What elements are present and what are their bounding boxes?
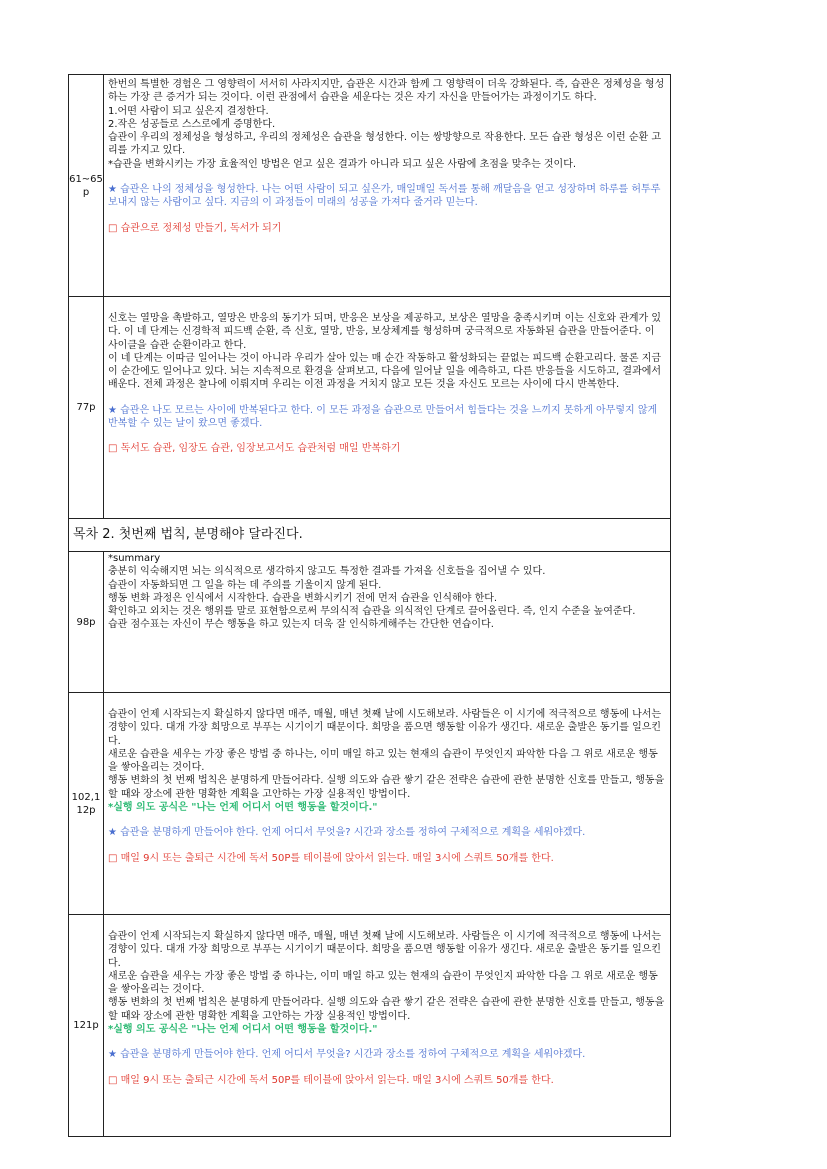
page-ref-cell: 102,112p (69, 693, 104, 915)
page-ref-cell: 77p (69, 297, 104, 519)
reflection-note: ★ 습관을 분명하게 만들어야 한다. 언제 어디서 무엇을? 시간과 장소를 정하여 구체적으로 계획을 세워야겠다. (108, 1049, 586, 1061)
text-line: 습관이 자동화되면 그 일을 하는 데 주의를 기울이지 않게 된다. (108, 579, 382, 591)
text-line: 한번의 특별한 경험은 그 영향력이 서서히 사라지지만, 습관은 시간과 함께 그 영향력이 더욱 강화된다. 즉, 습관은 정체성을 형성하는 가장 큰 증거가 되는 것이다. 이런 관점에서 습관을 세운다는 것은 자기 자신을 만들어가는 과정이기도 하다. (108, 79, 665, 104)
text-line: 행동 변화 과정은 인식에서 시작한다. 습관을 변화시키기 전에 먼저 습관을 인식해야 한다. (108, 592, 498, 604)
section-row (69, 519, 671, 552)
text-line: 행동 변화의 첫 번째 법칙은 분명하게 만들어라다. 실행 의도와 습관 쌓기 같은 전략은 습관에 관한 분명한 신호를 만들고, 행동을 할 때와 장소에 관한 명확한 계획을 고안하는 가장 실용적인 방법이다. (108, 775, 665, 800)
page-ref-cell: 61~65p (69, 75, 104, 297)
text-line: 1.어떤 사람이 되고 싶은지 결정한다. (108, 105, 269, 117)
reflection-note: ★ 습관은 나의 정체성을 형성한다. 나는 어떤 사람이 되고 싶은가, 매일매일 독서를 통해 깨달음을 얻고 성장하며 하루를 허투루 보내지 않는 사람이고 싶다. 지금의 이 과정들이 미래의 성공을 가져다 줄거라 믿는다. (108, 184, 661, 209)
content-cell (104, 297, 671, 519)
text-line: 습관 점수표는 자신이 무슨 행동을 하고 있는지 더욱 잘 인식하게해주는 간단한 연습이다. (108, 619, 494, 631)
table-row (69, 552, 671, 693)
reflection-note: ★ 습관은 나도 모르는 사이에 반복된다고 한다. 이 모든 과정을 습관으로 만들어서 힘들다는 것을 느끼지 못하게 아무렇지 않게 반복할 수 있는 날이 왔으면 좋겠다. (108, 404, 658, 430)
text-line: *습관을 변화시키는 가장 효율적인 방법은 얻고 싶은 결과가 아니라 되고 싶은 사람에 초점을 맞추는 것이다. (108, 158, 577, 170)
page-ref-cell: 121p (69, 915, 104, 1137)
content-cell (104, 693, 671, 915)
table-row (69, 297, 671, 519)
section-heading: 목차 2. 첫번째 법칙, 분명해야 달라진다. (69, 519, 671, 552)
text-line: 습관이 언제 시작되는지 확실하지 않다면 매주, 매월, 매년 첫째 날에 시도해보라. 사람들은 이 시기에 적극적으로 행동에 나서는 경향이 있다. 대개 가장 희망으로 부푸는 시기이기 때문이다. 희망을 품으면 행동할 이유가 생긴다. 새로운 출발은 동기를 일으킨다. (108, 709, 662, 747)
text-line: 확인하고 외치는 것은 행위를 말로 표현함으로써 무의식적 습관을 의식적인 단계로 끌어올린다. 즉, 인지 수준을 높여준다. (108, 606, 636, 618)
table-row (69, 693, 671, 915)
text-line: 신호는 열망을 촉발하고, 열망은 반응의 동기가 되며, 반응은 보상을 제공하고, 보상은 열망을 충족시키며 이는 신호와 관계가 있다. 이 네 단계는 신경학적 피드백 순환, 즉 신호, 열망, 반응, 보상체계를 형성하며 궁극적으로 자동화된 습관을 만들어준다. 이 사이클을 습관 순환이라고 한다. (108, 313, 662, 351)
text-line: 새로운 습관을 세우는 가장 좋은 방법 중 하나는, 이미 매일 하고 있는 현재의 습관이 무엇인지 파악한 다음 그 위로 새로운 행동을 쌓아올리는 것이다. (108, 970, 658, 996)
reflection-note: ★ 습관을 분명하게 만들어야 한다. 언제 어디서 무엇을? 시간과 장소를 정하여 구체적으로 계획을 세워야겠다. (108, 827, 586, 839)
notes-table (68, 74, 671, 1137)
formula-line: *실행 의도 공식은 "나는 언제 어디서 어떤 행동을 할것이다." (108, 1024, 378, 1036)
text-line: 충분히 익숙해지면 뇌는 의식적으로 생각하지 않고도 특정한 결과를 가져올 신호들을 집어낼 수 있다. (108, 566, 546, 578)
action-item: □ 습관으로 정체성 만들기, 독서가 되기 (108, 222, 282, 234)
page-ref-cell: 98p (69, 552, 104, 693)
text-line: 행동 변화의 첫 번째 법칙은 분명하게 만들어라다. 실행 의도와 습관 쌓기 같은 전략은 습관에 관한 분명한 신호를 만들고, 행동을 할 때와 장소에 관한 명확한 계획을 고안하는 가장 실용적인 방법이다. (108, 997, 665, 1022)
text-line: 습관이 우리의 정체성을 형성하고, 우리의 정체성은 습관을 형성한다. 이는 쌍방향으로 작용한다. 모든 습관 형성은 이런 순환 고리를 가지고 있다. (108, 132, 662, 157)
text-line: 이 네 단계는 이따금 일어나는 것이 아니라 우리가 살아 있는 매 순간 작동하고 활성화되는 끝없는 피드백 순환고리다. 물론 지금 이 순간에도 일어나고 있다. 뇌는 지속적으로 환경을 살펴보고, 다음에 일어날 일을 예측하고, 다른 반응들을 시도하고, 결과에서 배운다. 전체 과정은 찰나에 이뤄지며 우리는 이전 과정을 거치지 않고 모든 것을 자신도 모르는 사이에 다시 반복한다. (108, 352, 662, 391)
content-cell (104, 552, 671, 693)
table-row (69, 915, 671, 1137)
content-cell (104, 75, 671, 297)
text-line: 새로운 습관을 세우는 가장 좋은 방법 중 하나는, 이미 매일 하고 있는 현재의 습관이 무엇인지 파악한 다음 그 위로 새로운 행동을 쌓아올리는 것이다. (108, 748, 658, 774)
text-line: 습관이 언제 시작되는지 확실하지 않다면 매주, 매월, 매년 첫째 날에 시도해보라. 사람들은 이 시기에 적극적으로 행동에 나서는 경향이 있다. 대개 가장 희망으로 부푸는 시기이기 때문이다. 희망을 품으면 행동할 이유가 생긴다. 새로운 출발은 동기를 일으킨다. (108, 931, 662, 969)
summary-label: *summary (108, 553, 161, 564)
formula-line: *실행 의도 공식은 "나는 언제 어디서 어떤 행동을 할것이다." (108, 802, 378, 814)
action-item: □ 독서도 습관, 임장도 습관, 임장보고서도 습관처럼 매일 반복하기 (108, 443, 401, 455)
text-line: 2.작은 성공들로 스스로에게 증명한다. (108, 118, 276, 130)
content-cell (104, 915, 671, 1137)
action-item: □ 매일 9시 또는 출퇴근 시간에 독서 50P를 테이블에 앉아서 읽는다. 매일 3시에 스쿼트 50개를 한다. (108, 1074, 554, 1086)
table-row (69, 75, 671, 297)
action-item: □ 매일 9시 또는 출퇴근 시간에 독서 50P를 테이블에 앉아서 읽는다. 매일 3시에 스쿼트 50개를 한다. (108, 852, 554, 864)
